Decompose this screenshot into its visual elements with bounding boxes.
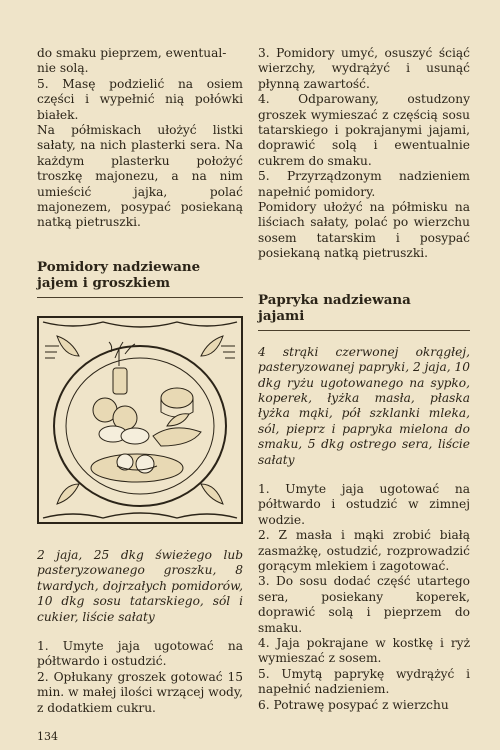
recipe1-ingredients: 2 jaja, 25 dkg świeżego lub pasteryzowanego groszku, 8 twardych, dojrzałych pomidorów, 10 dkg sosu tatarskiego, sól i cukier, liście sałaty	[37, 548, 243, 624]
left-continued-text-1: do smaku pieprzem, ewentual-	[37, 46, 227, 60]
plate-illustration-svg	[37, 316, 243, 524]
right-serving-paragraph: Pomidory ułożyć na półmisku na liściach sałaty, polać po wierzchu sosem tatarskim i posypać posiekaną natką pietruszki.	[258, 200, 470, 261]
page-number: 134	[37, 730, 58, 743]
recipe1-title-line1: Pomidory nadziewane	[37, 258, 201, 275]
left-serving-paragraph: Na półmiskach ułożyć listki sałaty, na nich plasterki sera. Na każdym plasterku położyć troszkę majonezu, a na nim umieścić jajka, polać majonezem, posypać posiekaną natką pietruszki.	[37, 123, 243, 230]
left-continued-text-2: nie solą.	[37, 61, 89, 76]
left-column	[37, 46, 243, 298]
recipe2-step-2: 2. Z masła i mąki zrobić białą zasmażkę, ostudzić, rozprowadzić gorącym mlekiem i zagotować.	[258, 528, 470, 573]
recipe2-step-4: 4. Jaja pokrajane w kostkę i ryż wymieszać z sosem.	[258, 636, 470, 666]
left-column-lower	[37, 548, 243, 716]
recipe2-step-6: 6. Potrawę posypać z wierzchu	[258, 697, 449, 712]
recipe1-title-line2: jajem i groszkiem	[37, 274, 171, 291]
right-step-3: 3. Pomidory umyć, osuszyć ściąć wierzchy, wydrążyć i usunąć płynną zawartość.	[258, 46, 470, 91]
recipe1-step-2: 2. Opłukany groszek gotować 15 min. w małej ilości wrzącej wody, z dodatkiem cukru.	[37, 669, 243, 715]
recipe2-title	[258, 292, 470, 331]
recipe1-title	[37, 259, 243, 298]
right-step-4: 4. Odparowany, ostudzony groszek wymieszać z częścią sosu tatarskiego i pokrajanymi jajami, doprawić solą i ewentualnie cukrem do smaku.	[258, 92, 470, 168]
recipe2-step-5: 5. Umytą paprykę wydrążyć i napełnić nadzieniem.	[258, 666, 470, 697]
recipe2-step-3: 3. Do sosu dodać część utartego sera, posiekany koperek, doprawić solą i pieprzem do smaku.	[258, 574, 470, 635]
right-step-5: 5. Przyrządzonym nadzieniem napełnić pomidory.	[258, 169, 470, 199]
recipe2-title-line1: Papryka nadziewana	[258, 291, 411, 308]
recipe1-step-1: 1. Umyte jaja ugotować na półtwardo i ostudzić.	[37, 639, 243, 669]
left-step-5: 5. Masę podzielić na osiem części i wypełnić nią połówki białek.	[37, 76, 243, 122]
right-column	[258, 46, 470, 713]
tomato-dish-illustration	[37, 316, 243, 524]
recipe2-title-line2: jajami	[258, 307, 305, 324]
recipe2-ingredients: 4 strąki czerwonej okrągłej, pasteryzowanej papryki, 2 jaja, 10 dkg ryżu ugotowanego na sypko, koperek, łyżka masła, płaska łyżka mąki, pół szklanki mleka, sól, pieprz i papryka mielona do smaku, 5 dkg ostrego sera, liście sałaty	[258, 344, 470, 467]
recipe2-step-1: 1. Umyte jaja ugotować na półtwardo i ostudzić w zimnej wodzie.	[258, 481, 470, 527]
